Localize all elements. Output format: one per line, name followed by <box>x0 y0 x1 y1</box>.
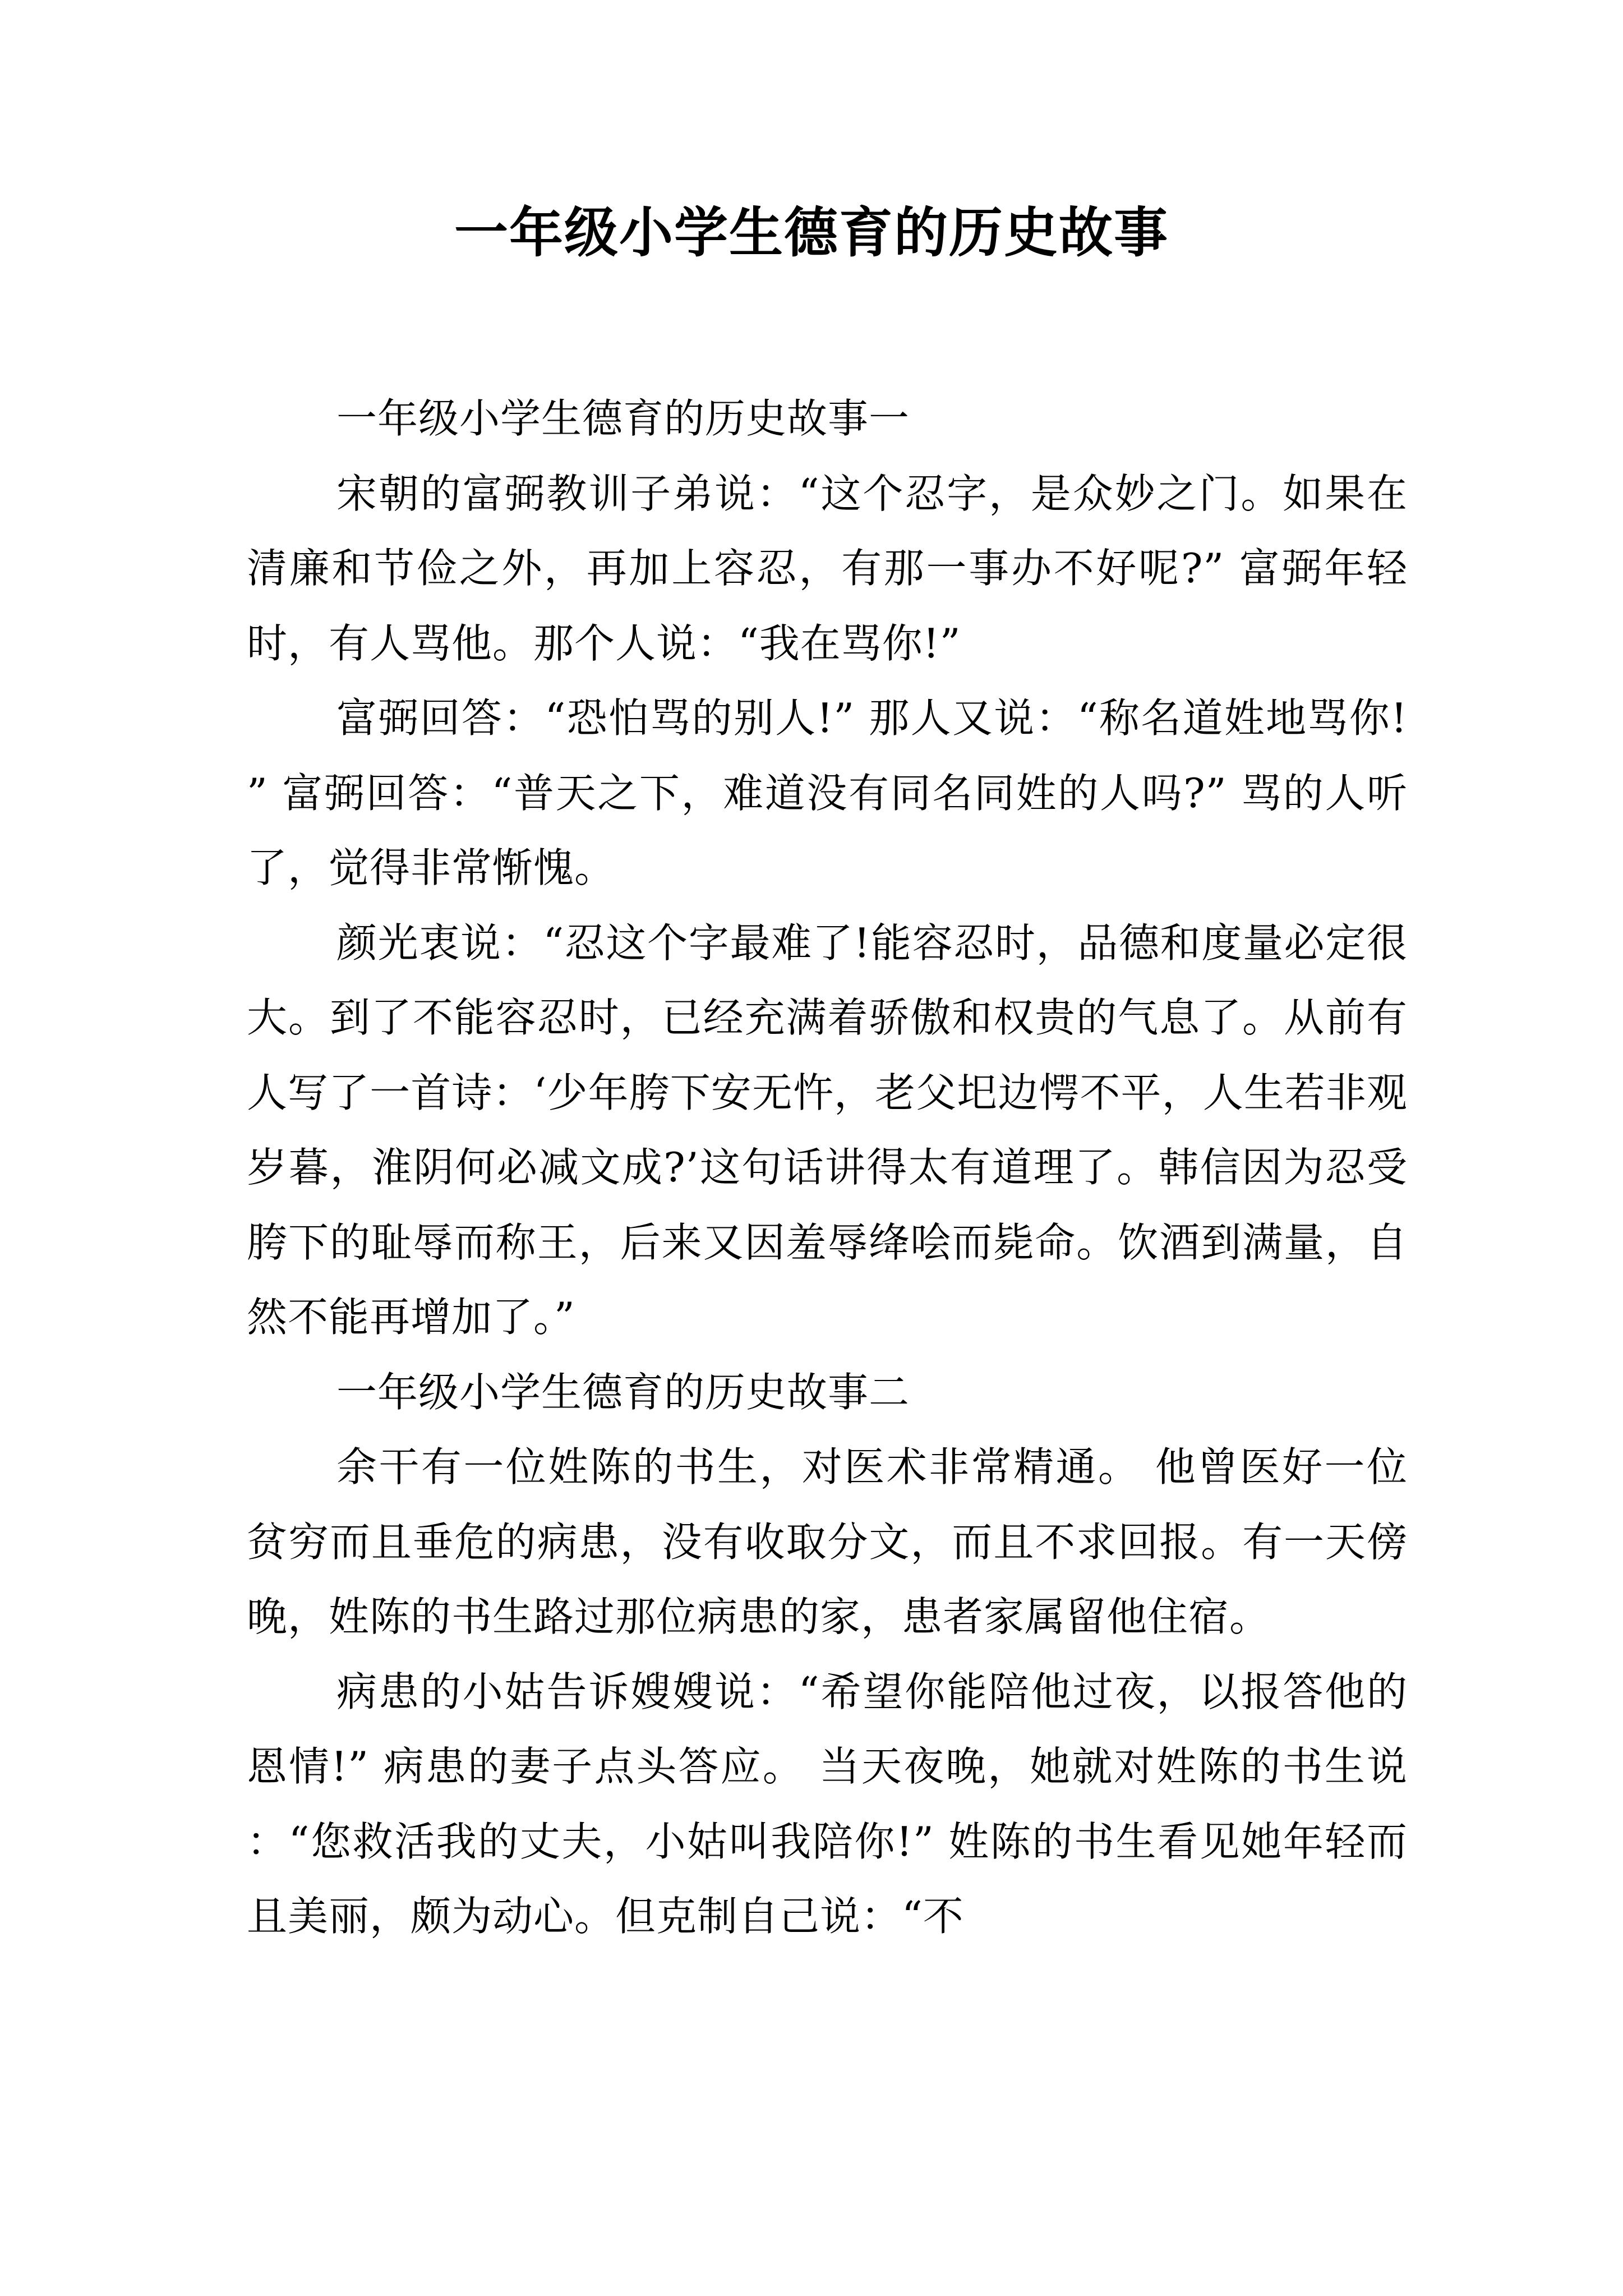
section-heading-2: 一年级小学生德育的历史故事二 <box>336 1368 910 1416</box>
paragraph: 宋朝的富弼教训子弟说：“这个忍字，是众妙之门。如果在清廉和节俭之外，再加上容忍，有那一事办不好呢?” 富弼年轻时，有人骂他。那个人说：“我在骂你!” <box>247 470 1408 667</box>
document-body <box>247 381 1408 1954</box>
paragraph: 富弼回答：“恐怕骂的别人!” 那人又说：“称名道姓地骂你!” 富弼回答：“普天之下，难道没有同名同姓的人吗?” 骂的人听了，觉得非常惭愧。 <box>247 694 1408 891</box>
paragraph: 颜光衷说：“忍这个字最难了!能容忍时，品德和度量必定很大。到了不能容忍时，已经充满着骄傲和权贵的气息了。从前有人写了一首诗：‘少年胯下安无忤，老父圯边愕不平，人生若非观岁暮，淮阴何必减文成?’这句话讲得太有道理了。韩信因为忍受胯下的耻辱而称王，后来又因羞辱绛哙而毙命。饮酒到满量，自然不能再增加了。” <box>247 919 1408 1341</box>
paragraph: 病患的小姑告诉嫂嫂说：“希望你能陪他过夜，以报答他的恩情!” 病患的妻子点头答应。 当天夜晚，她就对姓陈的书生说：“您救活我的丈夫，小姑叫我陪你!” 姓陈的书生看见她年轻而且美丽，颇为动心。但克制自己说：“不 <box>247 1668 1408 1940</box>
document-title: 一年级小学生德育的历史故事 <box>454 201 1169 264</box>
section-heading-1: 一年级小学生德育的历史故事一 <box>336 395 910 442</box>
paragraph: 余干有一位姓陈的书生，对医术非常精通。 他曾医好一位贫穷而且垂危的病患，没有收取分文，而且不求回报。有一天傍晚，姓陈的书生路过那位病患的家，患者家属留他住宿。 <box>247 1443 1408 1640</box>
